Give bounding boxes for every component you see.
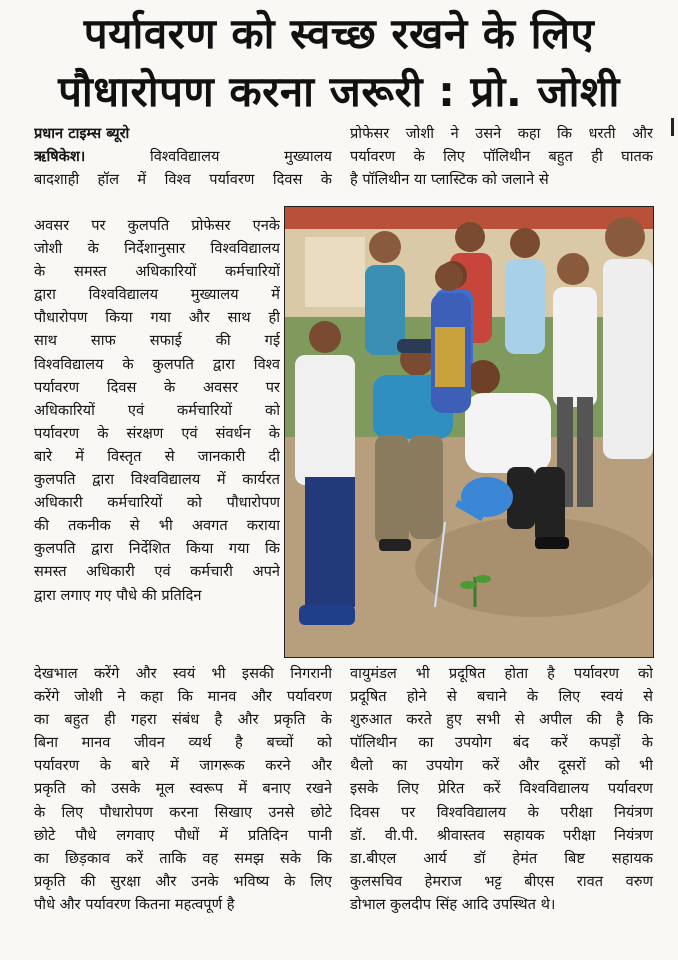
article-line: जोशी के निर्देशानुसार विश्वविद्यालय <box>34 240 280 258</box>
article-line: करेंगे जोशी ने कहा कि मानव और पर्यावरण <box>34 688 332 706</box>
news-photo-plantation <box>284 206 654 658</box>
article-line: कुलपति द्वारा निर्देशित किया गया कि <box>34 540 280 558</box>
article-line: बिना मानव जीवन व्यर्थ है बच्चों को <box>34 734 332 752</box>
article-line: कुलसचिव हेमराज भट्ट बीएस रावत वरुण <box>350 872 653 890</box>
article-line: बादशाही हॉल में विश्व पर्यावरण दिवस के <box>34 171 332 189</box>
dateline: ऋषिकेश। <box>34 148 86 166</box>
article-line: कुलपति द्वारा विश्वविद्यालय में कार्यरत <box>34 471 280 489</box>
article-line: विश्वविद्यालय के कुलपति द्वारा विश्व <box>34 355 280 373</box>
article-line: है पॉलिथीन या प्लास्टिक को जलाने से <box>350 171 549 189</box>
article-line: के लिए पौधारोपण करना सिखाए उनसे छोटे <box>34 803 332 821</box>
article-line: थैलो का उपयोग करें और दूसरों को भी <box>350 757 653 775</box>
article-right-top <box>350 122 653 191</box>
article-line: प्रकृति को उसके मूल स्वरूप में बनाए रखने <box>34 780 332 798</box>
page-edge-mark <box>671 118 674 136</box>
article-line: समस्त अधिकारी एवं कर्मचारी अपने <box>34 563 280 581</box>
photo-illustration <box>285 207 653 657</box>
article-line: प्रोफेसर जोशी ने उसने कहा कि धरती और <box>350 125 653 142</box>
article-line: डोभाल कुलदीप सिंह आदि उपस्थित थे। <box>350 895 556 913</box>
article-line: दिवस पर विश्वविद्यालय के परीक्षा नियंत्रण <box>350 803 653 821</box>
article-line: का बहुत ही गहरा संबंध है और प्रकृति के <box>34 711 332 729</box>
headline-line-2: पौधारोपण करना जरूरी : प्रो. जोशी <box>58 67 620 116</box>
article-line: शुरुआत करते हुए सभी से अपील की है कि <box>350 711 653 729</box>
article-line: इसके लिए प्रेरित करें विश्वविद्यालय पर्यावरण <box>350 780 653 798</box>
window <box>305 237 365 307</box>
article-line: ऋषिकेश। विश्वविद्यालय मुख्यालय <box>34 148 332 166</box>
article-left-bottom <box>34 662 332 916</box>
soil-patch <box>415 517 653 617</box>
headline-line-1: पर्यावरण को स्वच्छ रखने के लिए <box>83 9 595 58</box>
article-line: अधिकारियों एवं कर्मचारियों को <box>34 401 280 419</box>
article-line: अवसर पर कुलपति प्रोफेसर एनके <box>34 217 280 234</box>
article-line: के समस्त अधिकारियों कर्मचारियों <box>34 263 280 281</box>
article-line: साथ साफ सफाई की गई <box>34 332 280 350</box>
byline: प्रधान टाइम्स ब्यूरो <box>34 125 130 142</box>
article-line: प्रदूषित होने से बचाने के लिए स्वयं से <box>350 688 653 706</box>
article-line: डा.बीएल आर्य डॉ हेमंत बिष्ट सहायक <box>350 849 653 867</box>
article-line: की तकनीक से भी अवगत कराया <box>34 517 280 535</box>
article-left-top <box>34 122 332 191</box>
article-line: का छिड़काव करें ताकि वह समझ सके कि <box>34 849 332 867</box>
article-line: द्वारा लगाए गए पौधे की प्रतिदिन <box>34 586 202 604</box>
article-line: अधिकारी कर्मचारियों को पौधारोपण <box>34 494 280 512</box>
article-line: प्रकृति की सुरक्षा और उनके भविष्य के लिए <box>34 872 332 890</box>
article-line: डॉ. वी.पी. श्रीवास्तव सहायक परीक्षा नियंत्रण <box>350 826 653 844</box>
article-right-bottom <box>350 662 653 916</box>
article-line: पौधे और पर्यावरण कितना महत्वपूर्ण है <box>34 895 235 913</box>
article-line: देखभाल करेंगे और स्वयं भी इसकी निगरानी <box>34 665 332 682</box>
article-line: पॉलिथीन का उपयोग बंद करें कपड़ों के <box>350 734 653 752</box>
article-line: द्वारा विश्वविद्यालय मुख्यालय में <box>34 286 280 304</box>
article-line: पौधारोपण किया गया और साथ ही <box>34 309 280 327</box>
article-line: छोटे पौधे लगवाए पौधों में प्रतिदिन पानी <box>34 826 332 844</box>
article-left-narrow <box>34 214 280 607</box>
article-line: पर्यावरण के लिए पॉलिथीन बहुत ही घातक <box>350 148 653 166</box>
article-line: पर्यावरण के संरक्षण एवं संवर्धन के <box>34 424 280 442</box>
article-line: पर्यावरण दिवस के अवसर पर <box>34 378 280 396</box>
article-line: पर्यावरण के बारे में जागरूक करने और <box>34 757 332 775</box>
article-line: वायुमंडल भी प्रदूषित होता है पर्यावरण को <box>350 665 653 682</box>
article-line: बारे में विस्तृत से जानकारी दी <box>34 447 280 465</box>
